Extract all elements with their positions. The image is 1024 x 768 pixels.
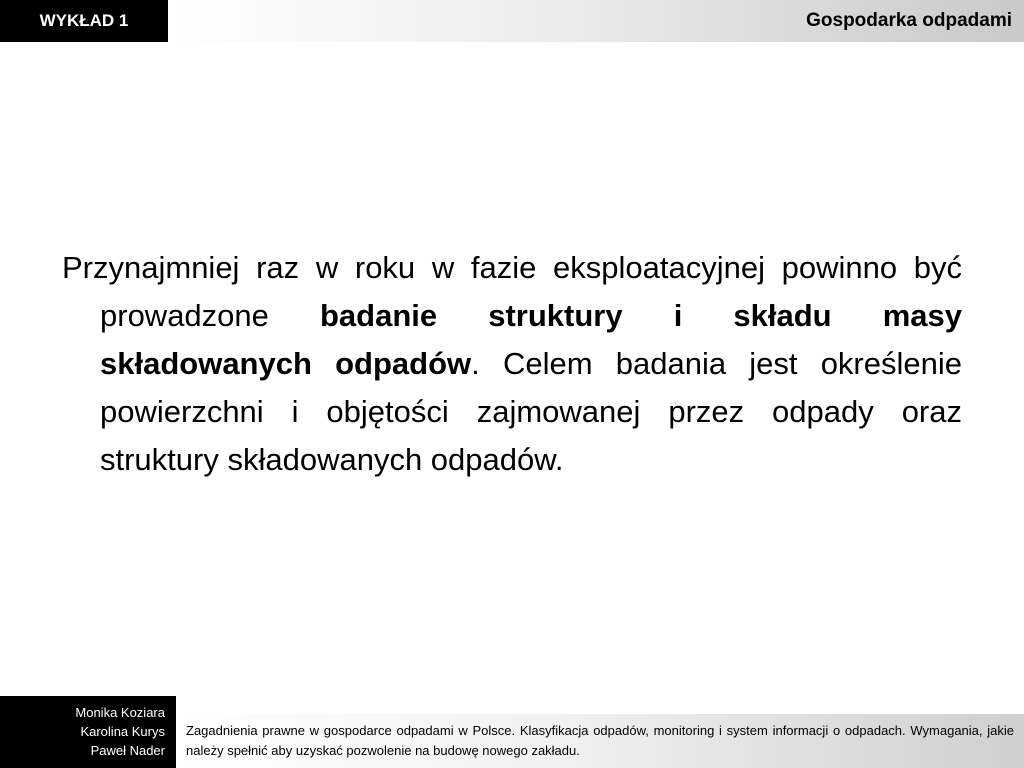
header-bar bbox=[168, 0, 1024, 42]
lecture-label: WYKŁAD 1 bbox=[0, 0, 168, 42]
slide-header bbox=[0, 0, 1024, 42]
body-paragraph bbox=[62, 244, 962, 484]
footer-bar bbox=[176, 714, 1024, 768]
body-text-bold: badanie struktury i składu masy składowanych odpadów bbox=[100, 298, 962, 381]
slide-title: Gospodarka odpadami bbox=[806, 10, 1012, 31]
author-name: Monika Koziara bbox=[75, 705, 165, 720]
slide-content bbox=[62, 244, 962, 484]
authors-box bbox=[0, 696, 176, 768]
author-name: Paweł Nader bbox=[90, 743, 165, 758]
author-name: Karolina Kurys bbox=[80, 724, 165, 739]
footer-note: Zagadnienia prawne w gospodarce odpadami w Polsce. Klasyfikacja odpadów, monitoring i system informacji o odpadach. Wymagania, jakie należy spełnić aby uzyskać pozwolenie na budowę nowego zakładu. bbox=[186, 723, 1014, 758]
body-text-1: Przynajmniej raz w roku w fazie eksploatacyjnej powinno być prowadzone bbox=[62, 250, 962, 333]
slide-footer bbox=[0, 696, 1024, 768]
body-text-2: . Celem badania jest określenie powierzchni i objętości zajmowanej przez odpady oraz struktury składowanych odpadów. bbox=[100, 346, 962, 477]
